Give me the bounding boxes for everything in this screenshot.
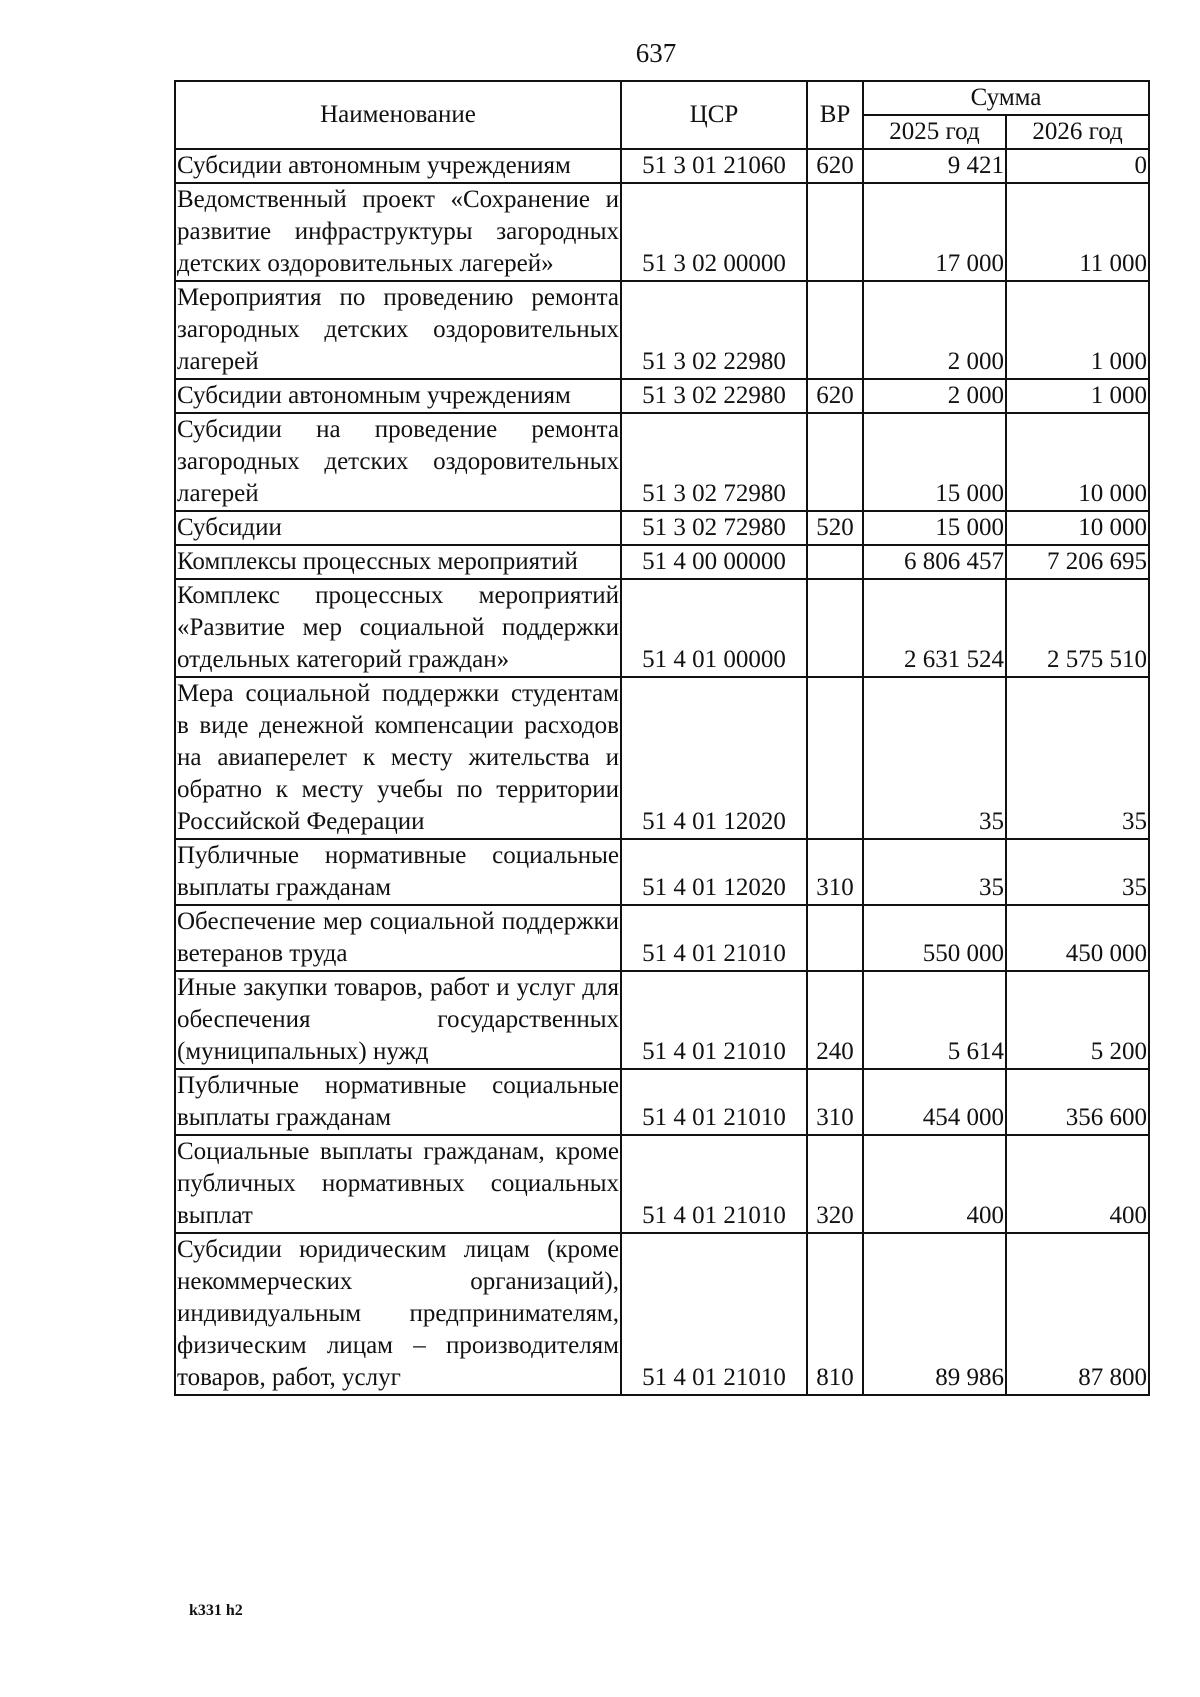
table-row: [175, 511, 1149, 545]
footer-code: k331 h2: [189, 1602, 243, 1619]
row-vr: [807, 905, 863, 971]
row-amount-2026: 450 000: [1006, 905, 1149, 971]
row-amount-2025: 15 000: [863, 511, 1006, 545]
row-name: Публичные нормативные социальные выплаты гражданам: [175, 839, 621, 905]
table-row: [175, 1135, 1149, 1233]
row-csr: 51 3 02 00000: [621, 183, 807, 281]
row-vr: 620: [807, 379, 863, 413]
row-amount-2025: 17 000: [863, 183, 1006, 281]
table-row: [175, 677, 1149, 839]
table-row: [175, 579, 1149, 677]
table-row: [175, 971, 1149, 1069]
page-number: 637: [635, 38, 677, 68]
table-row: [175, 281, 1149, 379]
row-amount-2025: 35: [863, 839, 1006, 905]
row-vr: 520: [807, 511, 863, 545]
row-amount-2025: 9 421: [863, 149, 1006, 183]
row-csr: 51 4 01 12020: [621, 677, 807, 839]
row-amount-2025: 550 000: [863, 905, 1006, 971]
row-vr: 310: [807, 839, 863, 905]
row-amount-2026: 1 000: [1006, 379, 1149, 413]
row-name: Иные закупки товаров, работ и услуг для обеспечения государственных (муниципальных) нужд: [175, 971, 621, 1069]
row-name: Мера социальной поддержки студентам в виде денежной компенсации расходов на авиаперелет к месту жительства и обратно к месту учебы по территории Российской Федерации: [175, 677, 621, 839]
row-vr: 240: [807, 971, 863, 1069]
row-amount-2026: 7 206 695: [1006, 545, 1149, 579]
row-vr: [807, 281, 863, 379]
header-csr: ЦСР: [621, 81, 807, 149]
row-vr: [807, 413, 863, 511]
row-name: Обеспечение мер социальной поддержки ветеранов труда: [175, 905, 621, 971]
row-vr: 320: [807, 1135, 863, 1233]
row-csr: 51 4 01 21010: [621, 1135, 807, 1233]
row-name: Публичные нормативные социальные выплаты гражданам: [175, 1069, 621, 1135]
row-name: Субсидии автономным учреждениям: [175, 149, 621, 183]
row-vr: [807, 545, 863, 579]
row-vr: [807, 677, 863, 839]
table-header: [175, 81, 1149, 149]
row-csr: 51 3 02 72980: [621, 413, 807, 511]
row-csr: 51 4 01 21010: [621, 1233, 807, 1395]
row-name: Комплекс процессных мероприятий «Развитие мер социальной поддержки отдельных категорий граждан»: [175, 579, 621, 677]
row-amount-2026: 35: [1006, 839, 1149, 905]
table-row: [175, 183, 1149, 281]
row-amount-2025: 400: [863, 1135, 1006, 1233]
row-amount-2025: 35: [863, 677, 1006, 839]
header-year-2025: 2025 год: [863, 115, 1006, 149]
row-amount-2025: 15 000: [863, 413, 1006, 511]
table-row: [175, 1233, 1149, 1395]
row-name: Субсидии: [175, 511, 621, 545]
table-row: [175, 379, 1149, 413]
row-name: Ведомственный проект «Сохранение и развитие инфраструктуры загородных детских оздоровительных лагерей»: [175, 183, 621, 281]
row-amount-2026: 356 600: [1006, 1069, 1149, 1135]
row-csr: 51 4 01 21010: [621, 1069, 807, 1135]
row-amount-2025: 6 806 457: [863, 545, 1006, 579]
row-amount-2025: 2 000: [863, 281, 1006, 379]
row-amount-2025: 2 000: [863, 379, 1006, 413]
row-name: Мероприятия по проведению ремонта загородных детских оздоровительных лагерей: [175, 281, 621, 379]
row-amount-2026: 400: [1006, 1135, 1149, 1233]
row-amount-2026: 1 000: [1006, 281, 1149, 379]
table-row: [175, 839, 1149, 905]
row-vr: 620: [807, 149, 863, 183]
row-name: Социальные выплаты гражданам, кроме публичных нормативных социальных выплат: [175, 1135, 621, 1233]
row-csr: 51 3 02 22980: [621, 379, 807, 413]
row-vr: 310: [807, 1069, 863, 1135]
row-amount-2026: 2 575 510: [1006, 579, 1149, 677]
table-row: [175, 1069, 1149, 1135]
row-amount-2025: 89 986: [863, 1233, 1006, 1395]
row-vr: 810: [807, 1233, 863, 1395]
row-amount-2025: 2 631 524: [863, 579, 1006, 677]
header-sum: Сумма: [863, 81, 1149, 115]
header-year-2026: 2026 год: [1006, 115, 1149, 149]
row-csr: 51 3 01 21060: [621, 149, 807, 183]
table-row: [175, 905, 1149, 971]
row-csr: 51 4 01 21010: [621, 971, 807, 1069]
row-name: Субсидии юридическим лицам (кроме некоммерческих организаций), индивидуальным предпринимателям, физическим лицам – производителям товаров, работ, услуг: [175, 1233, 621, 1395]
row-name: Субсидии на проведение ремонта загородных детских оздоровительных лагерей: [175, 413, 621, 511]
row-name: Субсидии автономным учреждениям: [175, 379, 621, 413]
header-vr: ВР: [807, 81, 863, 149]
table-row: [175, 413, 1149, 511]
row-amount-2026: 35: [1006, 677, 1149, 839]
row-amount-2026: 87 800: [1006, 1233, 1149, 1395]
row-amount-2026: 0: [1006, 149, 1149, 183]
table-row: [175, 149, 1149, 183]
row-csr: 51 4 01 21010: [621, 905, 807, 971]
header-name: Наименование: [175, 81, 621, 149]
row-csr: 51 3 02 72980: [621, 511, 807, 545]
row-amount-2025: 5 614: [863, 971, 1006, 1069]
row-csr: 51 3 02 22980: [621, 281, 807, 379]
row-amount-2025: 454 000: [863, 1069, 1006, 1135]
row-amount-2026: 5 200: [1006, 971, 1149, 1069]
row-amount-2026: 11 000: [1006, 183, 1149, 281]
row-csr: 51 4 01 12020: [621, 839, 807, 905]
row-vr: [807, 579, 863, 677]
row-csr: 51 4 01 00000: [621, 579, 807, 677]
table-body: [175, 149, 1149, 1395]
row-csr: 51 4 00 00000: [621, 545, 807, 579]
row-name: Комплексы процессных мероприятий: [175, 545, 621, 579]
row-vr: [807, 183, 863, 281]
table-row: [175, 545, 1149, 579]
row-amount-2026: 10 000: [1006, 413, 1149, 511]
budget-table: [174, 80, 1150, 1396]
row-amount-2026: 10 000: [1006, 511, 1149, 545]
